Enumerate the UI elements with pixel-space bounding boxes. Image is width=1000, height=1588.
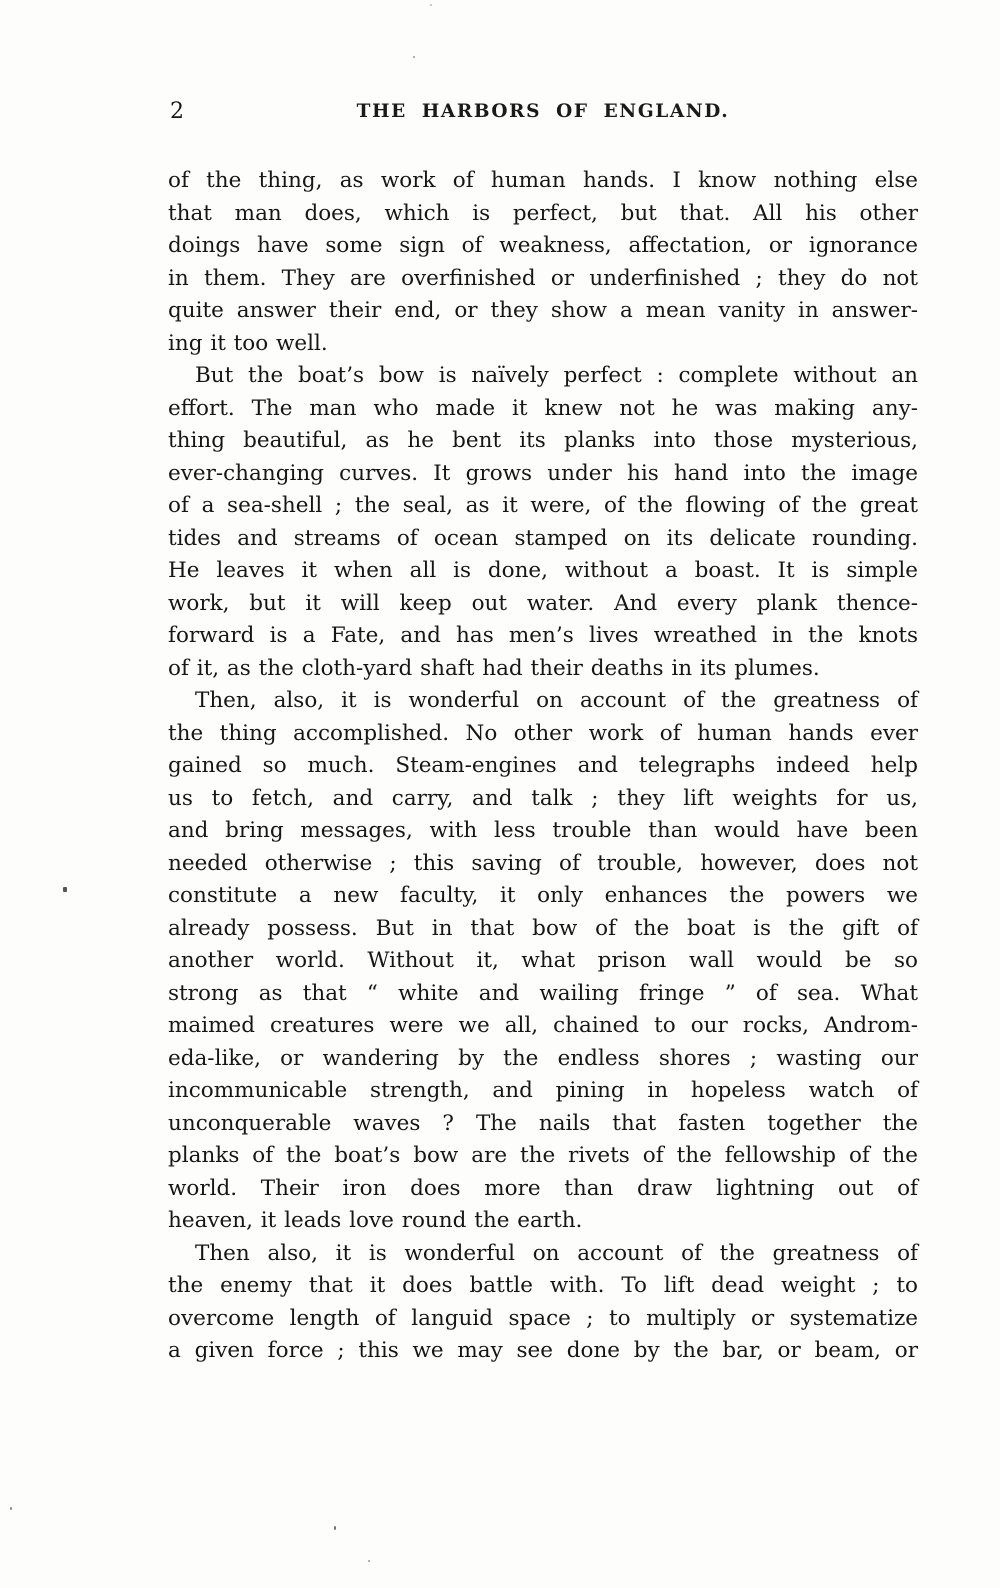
text-line: in them. They are overfinished or underfinished ; they do not — [168, 265, 918, 291]
text-line: eda-like, or wandering by the endless shores ; wasting our — [168, 1045, 918, 1071]
text-line: work, but it will keep out water. And every plank thence- — [168, 590, 918, 616]
text-line: unconquerable waves ? The nails that fasten together the — [168, 1110, 918, 1136]
paragraph — [168, 360, 918, 685]
text-line: that man does, which is perfect, but that. All his other — [168, 200, 918, 226]
text-line: thing beautiful, as he bent its planks into those mysterious, — [168, 428, 918, 453]
text-line: overcome length of languid space ; to multiply or systematize — [168, 1305, 918, 1331]
body-text — [168, 165, 918, 1368]
text-line: a given force ; this we may see done by the bar, or beam, or — [168, 1338, 918, 1363]
text-line: ing it too well. — [168, 330, 328, 356]
scan-speck — [413, 56, 415, 58]
text-line: of the thing, as work of human hands. I know nothing else — [168, 168, 918, 193]
text-line: maimed creatures were we all, chained to our rocks, Androm- — [168, 1013, 918, 1038]
running-title: THE HARBORS OF ENGLAND. — [356, 101, 730, 122]
text-line: strong as that “ white and wailing fringe ” of sea. What — [168, 980, 918, 1006]
text-line: us to fetch, and carry, and talk ; they lift weights for us, — [168, 785, 918, 811]
paragraph — [168, 685, 918, 1238]
text-line: heaven, it leads love round the earth. — [168, 1208, 583, 1233]
text-line: gained so much. Steam-engines and telegraphs indeed help — [168, 753, 918, 778]
scan-speck — [430, 4, 432, 6]
text-line: world. Their iron does more than draw lightning out of — [168, 1175, 918, 1201]
text-line: quite answer their end, or they show a mean vanity in answer- — [168, 298, 918, 323]
text-line: planks of the boat’s bow are the rivets of the fellowship of the — [168, 1143, 918, 1168]
paragraph — [168, 1238, 918, 1368]
text-line: Then, also, it is wonderful on account of the greatness of — [195, 688, 918, 713]
text-line: another world. Without it, what prison wall would be so — [168, 948, 918, 973]
text-line: needed otherwise ; this saving of trouble, however, does not — [168, 850, 918, 876]
scan-speck — [334, 1526, 336, 1530]
text-line: incommunicable strength, and pining in hopeless watch of — [168, 1078, 918, 1103]
text-line: of it, as the cloth-yard shaft had their deaths in its plumes. — [168, 655, 820, 681]
text-line: effort. The man who made it knew not he was making any- — [168, 395, 918, 421]
text-line: forward is a Fate, and has men’s lives wreathed in the knots — [168, 623, 918, 648]
text-line: tides and streams of ocean stamped on its delicate rounding. — [168, 525, 918, 551]
page-number: 2 — [170, 99, 185, 124]
text-line: the enemy that it does battle with. To lift dead weight ; to — [168, 1273, 918, 1298]
scan-speck — [368, 1560, 370, 1562]
text-line: and bring messages, with less trouble than would have been — [168, 818, 918, 843]
text-line: But the boat’s bow is naïvely perfect : complete without an — [195, 363, 918, 388]
text-line: the thing accomplished. No other work of human hands ever — [168, 720, 918, 746]
text-line: already possess. But in that bow of the boat is the gift of — [168, 915, 918, 941]
paragraph — [168, 165, 918, 360]
text-line: ever-changing curves. It grows under his hand into the image — [168, 460, 918, 486]
text-line: doings have some sign of weakness, affectation, or ignorance — [168, 233, 918, 258]
scan-speck — [10, 1507, 12, 1510]
running-header — [168, 98, 918, 128]
text-line: He leaves it when all is done, without a boast. It is simple — [168, 558, 918, 583]
scan-speck — [63, 887, 67, 892]
text-line: of a sea-shell ; the seal, as it were, of the flowing of the great — [168, 493, 918, 518]
text-line: Then also, it is wonderful on account of the greatness of — [195, 1240, 918, 1266]
text-line: constitute a new faculty, it only enhances the powers we — [168, 883, 918, 908]
